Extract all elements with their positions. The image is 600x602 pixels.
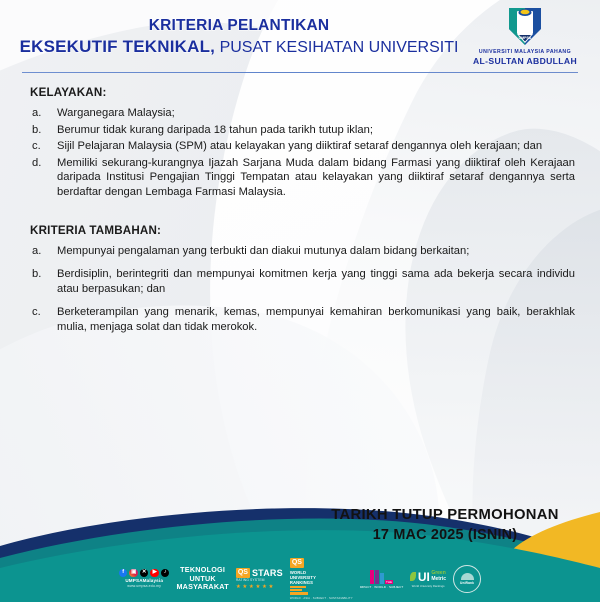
tagline-block: [176, 566, 228, 591]
youtube-icon[interactable]: ▶: [150, 569, 159, 578]
closing-date-value: 17 MAC 2025 (ISNIN): [372, 527, 518, 543]
website-url[interactable]: www.umpsa.edu.my: [127, 584, 162, 589]
facebook-icon[interactable]: f: [119, 569, 128, 578]
tagline-line-3: MASYARAKAT: [176, 582, 229, 592]
title-line-two: [0, 36, 478, 58]
qs-stars-word: STARS: [251, 567, 283, 578]
tiktok-icon[interactable]: ♪: [161, 569, 170, 578]
star-icon: ★: [235, 584, 241, 590]
wur-line-3: RANKINGS: [289, 579, 313, 585]
social-handle: UMPSAMalaysia: [125, 578, 164, 584]
tagline-line-2: UNTUK: [189, 573, 216, 583]
svg-text:UMPSA: UMPSA: [518, 36, 532, 40]
ui-greenmetric-subtitle: World University Rankings: [411, 583, 445, 588]
list-marker: c.: [32, 140, 41, 153]
list-item: [30, 156, 575, 200]
x-twitter-icon[interactable]: ✕: [141, 569, 147, 576]
tagline-line-1: TEKNOLOGI: [180, 565, 226, 575]
list-text: Sijil Pelajaran Malaysia (SPM) atau kelayakan yang diiktiraf setaraf dengannya oleh kerajaan; dan: [57, 140, 543, 153]
list-text: Berketerampilan yang menarik, kemas, mempunyai kemahiran berkomunikasi yang baik, berakhlak mulia, menjaga solat dan tidak merokok.: [57, 306, 575, 333]
qs-mark-icon: QS: [237, 569, 248, 576]
star-icon: ★: [248, 584, 254, 590]
list-marker: b.: [32, 268, 42, 281]
logo-sultan-name: AL-SULTAN ABDULLAH: [473, 56, 577, 66]
qs-stars-subtitle: RATING SYSTEM: [235, 578, 265, 582]
qs-stars-badge: [236, 568, 283, 590]
wur-bar: [290, 592, 308, 594]
title-line-one: KRITERIA PELANTIKAN: [148, 17, 330, 34]
dome-icon: [461, 573, 474, 580]
qs-world-university-rankings-badge: [290, 558, 353, 600]
poster-header: [0, 0, 600, 76]
ui-word-metric: Metric: [431, 575, 447, 582]
list-text: Memiliki sekurang-kurangnya Ijazah Sarjana Muda dalam bidang Farmasi yang diiktiraf oleh Kerajaan daripada Institusi Pengajian Tinggi Tempatan atau kelayakan yang diiktiraf setaraf dengannya serta berdaftar dengan Lembaga Farmasi Malaysia.: [57, 156, 575, 198]
star-icon: ★: [255, 584, 261, 590]
ui-letters: UI: [417, 569, 430, 584]
wur-subtitle: WORLD · ASIA · SUBJECT · SUSTAINABILITY: [289, 596, 353, 601]
header-divider: [22, 72, 578, 73]
list-text: Mempunyai pengalaman yang terbukti dan diakui mutunya dalam bidang berkaitan;: [57, 244, 470, 257]
list-text: Berumur tidak kurang daripada 18 tahun pada tarikh tutup iklan;: [57, 123, 373, 136]
list-marker: d.: [32, 156, 42, 169]
footer-badge-strip: [0, 556, 600, 602]
the-bar: [380, 573, 384, 584]
ui-word-block: [431, 571, 446, 582]
list-item: [30, 106, 575, 121]
qs-mark-icon: QS: [291, 558, 302, 566]
list-item: [30, 267, 575, 296]
list-marker: b.: [32, 123, 42, 136]
leaf-icon: [410, 572, 416, 581]
ui-greenmetric-badge: [410, 571, 446, 588]
ui-word-green: Green: [431, 570, 446, 577]
qs-stars-rating: [236, 584, 274, 590]
list-item: [30, 139, 575, 154]
list-text: Warganegara Malaysia;: [57, 107, 175, 119]
list-item: [30, 305, 575, 334]
star-icon: ★: [261, 584, 267, 590]
wur-line-1: WORLD: [289, 569, 307, 575]
wur-line-2: UNIVERSITY: [289, 574, 316, 580]
star-icon: ★: [242, 584, 248, 590]
wur-text-block: [290, 570, 353, 600]
wur-bar: [290, 586, 306, 588]
university-logo: [466, 4, 584, 66]
social-media-block: [119, 569, 170, 590]
the-bars-icon: [370, 570, 393, 584]
list-marker: a.: [32, 107, 42, 119]
star-icon: ★: [268, 584, 274, 590]
criteria-content: [30, 86, 575, 344]
title-position-name: EKSEKUTIF TEKNIKAL,: [19, 37, 216, 56]
section-heading-kriteria-tambahan: KRITERIA TAMBAHAN:: [30, 223, 162, 237]
the-bar: [375, 570, 379, 584]
the-subtitle: IMPACT · WORLD · SUBJECT: [359, 584, 404, 589]
page-title: [0, 16, 478, 58]
kelayakan-list: [30, 106, 575, 200]
kriteria-tambahan-list: [30, 244, 575, 335]
closing-date-label: TARIKH TUTUP PERMOHONAN: [331, 507, 559, 523]
list-item: [30, 244, 575, 259]
ui-greenmetric-header: [410, 571, 446, 583]
logo-university-name: UNIVERSITI MALAYSIA PAHANG: [478, 49, 572, 55]
qs-stars-header: [236, 568, 283, 578]
social-icon-row: [119, 569, 170, 578]
uni-rank-label: UniRank: [460, 581, 475, 585]
list-text: Berdisiplin, berintegriti dan mempunyai komitmen kerja yang tinggi sama ada bekerja secara individu atau berpasukan; dan: [57, 268, 575, 295]
list-marker: c.: [32, 306, 41, 319]
section-heading-kelayakan: KELAYAKAN:: [30, 86, 107, 99]
list-item: [30, 123, 575, 138]
times-higher-education-badge: [360, 570, 404, 589]
wur-bar: [290, 589, 302, 591]
the-bar: [370, 570, 374, 584]
umpsa-shield-icon: [502, 4, 548, 48]
uni-rank-badge: [453, 565, 481, 593]
list-marker: a.: [32, 244, 42, 257]
instagram-icon[interactable]: ▣: [131, 569, 137, 576]
title-department-name: PUSAT KESIHATAN UNIVERSITI: [219, 39, 459, 56]
the-tag-label: THE: [386, 579, 392, 584]
closing-date-block: [310, 506, 580, 544]
wur-bar-graphic: [290, 586, 353, 595]
